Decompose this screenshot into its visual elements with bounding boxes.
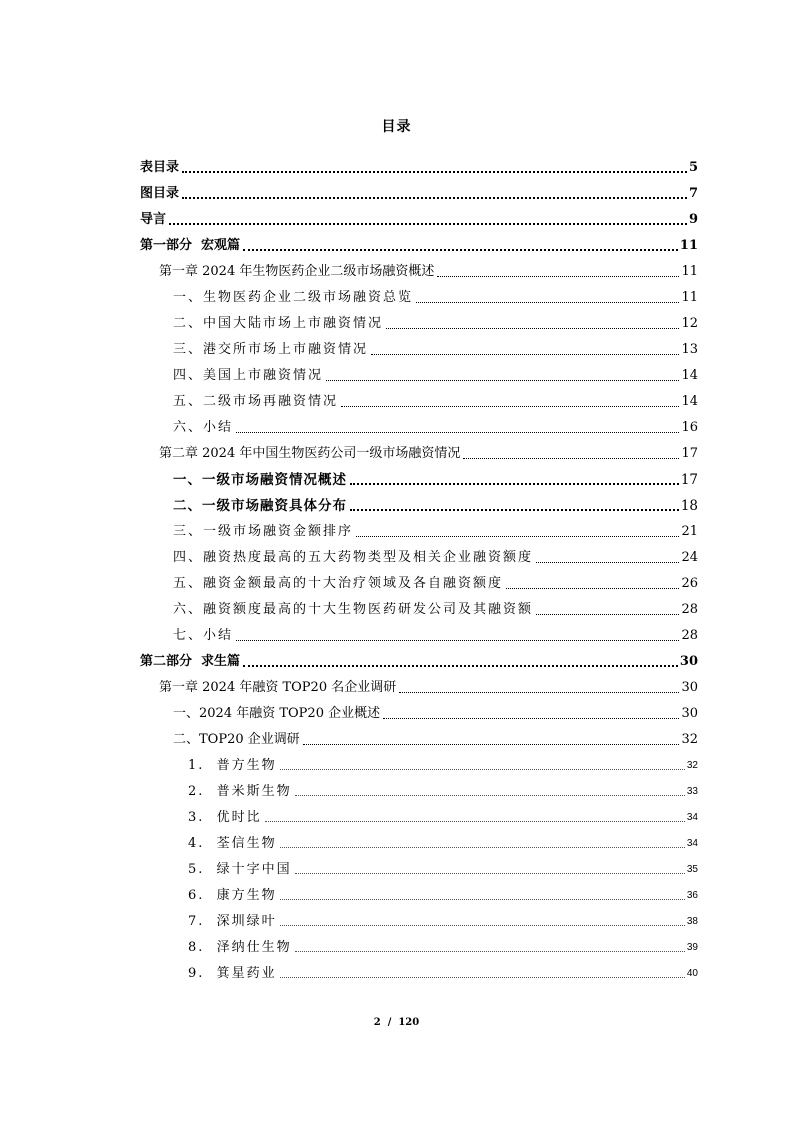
toc-entry[interactable]	[173, 723, 698, 749]
toc-leader	[350, 483, 679, 485]
toc-entry-label: 四、融资热度最高的五大药物类型及相关企业融资额度	[173, 550, 534, 565]
toc-entry-label: 一、一级市场融资情况概述	[173, 472, 347, 488]
toc-leader	[399, 692, 679, 693]
toc-entry[interactable]	[188, 775, 698, 801]
toc-leader	[303, 744, 680, 745]
toc-entry-page: 16	[681, 420, 698, 435]
toc-entry-label: 第二部分 求生篇	[140, 654, 241, 669]
toc-leader	[182, 197, 687, 199]
toc-leader	[280, 847, 685, 848]
toc-entry-label: 1. 普方生物	[188, 758, 277, 773]
toc-entry[interactable]	[173, 333, 698, 359]
page-title: 目录	[381, 119, 412, 135]
toc-entry-page: 38	[686, 916, 698, 927]
toc-entry-page: 11	[679, 238, 698, 253]
toc-entry-page: 17	[680, 472, 698, 488]
toc-entry[interactable]	[173, 385, 698, 411]
toc-entry-label: 8. 泽纳仕生物	[188, 940, 292, 955]
toc-leader	[182, 171, 687, 173]
toc-entry-page: 14	[681, 394, 698, 409]
toc-leader	[280, 925, 685, 926]
toc-leader	[243, 249, 678, 251]
toc-leader	[236, 432, 679, 433]
toc-entry[interactable]	[188, 905, 698, 931]
toc-leader	[280, 899, 685, 900]
toc-leader	[386, 328, 679, 329]
toc-leader	[350, 509, 679, 511]
toc-leader	[437, 276, 679, 277]
toc-entry-page: 34	[686, 838, 698, 849]
toc-entry-page: 30	[681, 680, 698, 695]
toc-entry-label: 第一章 2024 年融资 TOP20 名企业调研	[159, 680, 397, 695]
toc-leader	[236, 640, 679, 641]
toc-entry-label: 第一章 2024 年生物医药企业二级市场融资概述	[159, 264, 435, 279]
toc-entry-page: 9	[688, 212, 698, 227]
toc-entry-page: 33	[686, 786, 698, 797]
toc-entry-page: 32	[686, 760, 698, 771]
toc-entry-page: 24	[681, 550, 698, 565]
toc-entry-label: 七、小结	[173, 628, 234, 643]
toc-entry-page: 36	[686, 890, 698, 901]
toc-entry-page: 35	[686, 864, 698, 875]
toc-leader	[295, 795, 685, 796]
toc-entry-label: 图目录	[140, 186, 180, 201]
toc-entry-label: 5. 绿十字中国	[188, 862, 292, 877]
toc-leader	[463, 458, 679, 459]
toc-entry[interactable]	[159, 437, 698, 463]
toc-leader	[506, 588, 679, 589]
toc-entry-page: 7	[688, 186, 698, 201]
page-number: 2 / 120	[373, 1017, 420, 1028]
toc-entry[interactable]	[188, 827, 698, 853]
toc-entry[interactable]	[188, 749, 698, 775]
toc-entry-page: 11	[681, 264, 698, 279]
toc-entry[interactable]	[173, 541, 698, 567]
toc-entry[interactable]	[173, 463, 698, 489]
toc-entry[interactable]	[188, 801, 698, 827]
toc-leader	[383, 718, 679, 719]
toc-entry[interactable]	[173, 411, 698, 437]
toc-leader	[295, 951, 685, 952]
toc-entry[interactable]	[173, 619, 698, 645]
toc-entry-label: 四、美国上市融资情况	[173, 368, 324, 383]
toc-entry-page: 34	[686, 812, 698, 823]
toc-entry-page: 40	[686, 968, 698, 979]
toc-entry-label: 导言	[140, 212, 167, 227]
toc-entry-label: 一、生物医药企业二级市场融资总览	[173, 290, 414, 305]
toc-entry[interactable]	[188, 931, 698, 957]
toc-entry[interactable]	[140, 645, 698, 671]
toc-entry[interactable]	[173, 593, 698, 619]
toc-entry[interactable]	[188, 879, 698, 905]
toc-entry[interactable]	[140, 203, 698, 229]
toc-entry-page: 39	[686, 942, 698, 953]
toc-entry-label: 二、一级市场融资具体分布	[173, 498, 347, 514]
toc-leader	[371, 354, 679, 355]
toc-entry-label: 7. 深圳绿叶	[188, 914, 277, 929]
toc-entry-label: 6. 康方生物	[188, 888, 277, 903]
toc-leader	[416, 302, 679, 303]
toc-entry-page: 5	[688, 160, 698, 175]
toc-entry-label: 六、小结	[173, 420, 234, 435]
toc-entry-label: 三、港交所市场上市融资情况	[173, 342, 369, 357]
toc-entry-page: 18	[680, 498, 698, 514]
toc-leader	[356, 536, 679, 537]
toc-entry-label: 二、TOP20 企业调研	[173, 732, 300, 747]
toc-entry-page: 26	[681, 576, 698, 591]
toc-leader	[280, 977, 685, 978]
toc-entry-page: 21	[681, 524, 698, 539]
toc-entry[interactable]	[173, 307, 698, 333]
toc-entry-label: 表目录	[140, 160, 180, 175]
toc-entry-label: 五、融资金额最高的十大治疗领域及各自融资额度	[173, 576, 504, 591]
toc-leader	[536, 614, 679, 615]
toc-entry-page: 28	[681, 602, 698, 617]
toc-entry[interactable]	[173, 515, 698, 541]
toc-entry-page: 11	[681, 290, 698, 305]
toc-leader	[169, 223, 687, 225]
toc-leader	[265, 821, 685, 822]
toc-entry-page: 30	[681, 706, 698, 721]
toc-entry[interactable]	[159, 255, 698, 281]
toc-entry-page: 12	[681, 316, 698, 331]
toc-entry-label: 第二章 2024 年中国生物医药公司一级市场融资情况	[159, 446, 461, 461]
toc-entry-label: 4. 荃信生物	[188, 836, 277, 851]
toc-leader	[280, 769, 685, 770]
toc-entry[interactable]	[173, 697, 698, 723]
toc-entry[interactable]	[188, 853, 698, 879]
toc-entry-label: 第一部分 宏观篇	[140, 238, 241, 253]
toc-entry-label: 五、二级市场再融资情况	[173, 394, 339, 409]
toc-entry-label: 三、一级市场融资金额排序	[173, 524, 354, 539]
toc-entry[interactable]	[188, 957, 698, 983]
toc-entry-page: 32	[681, 732, 698, 747]
toc-entry-label: 9. 箕星药业	[188, 966, 277, 981]
toc-leader	[341, 406, 679, 407]
toc-entry-page: 13	[681, 342, 698, 357]
toc-entry[interactable]	[159, 671, 698, 697]
toc-entry[interactable]	[140, 229, 698, 255]
toc-entry-page: 30	[679, 654, 698, 669]
toc-entry-label: 二、中国大陆市场上市融资情况	[173, 316, 384, 331]
toc-entry[interactable]	[173, 281, 698, 307]
toc-entry-label: 3. 优时比	[188, 810, 262, 825]
toc-entry[interactable]	[140, 151, 698, 177]
toc-leader	[536, 562, 679, 563]
toc-entry[interactable]	[140, 177, 698, 203]
toc-entry[interactable]	[173, 359, 698, 385]
toc-entry-label: 六、融资额度最高的十大生物医药研发公司及其融资额	[173, 602, 534, 617]
toc-entry-label: 一、2024 年融资 TOP20 企业概述	[173, 706, 381, 721]
toc-entry-page: 14	[681, 368, 698, 383]
toc-leader	[295, 873, 685, 874]
toc-leader	[326, 380, 679, 381]
toc-entry-page: 28	[681, 628, 698, 643]
toc-entry-label: 2. 普米斯生物	[188, 784, 292, 799]
toc-leader	[243, 665, 678, 667]
toc-entry[interactable]	[173, 567, 698, 593]
toc-entry[interactable]	[173, 489, 698, 515]
toc-entry-page: 17	[681, 446, 698, 461]
